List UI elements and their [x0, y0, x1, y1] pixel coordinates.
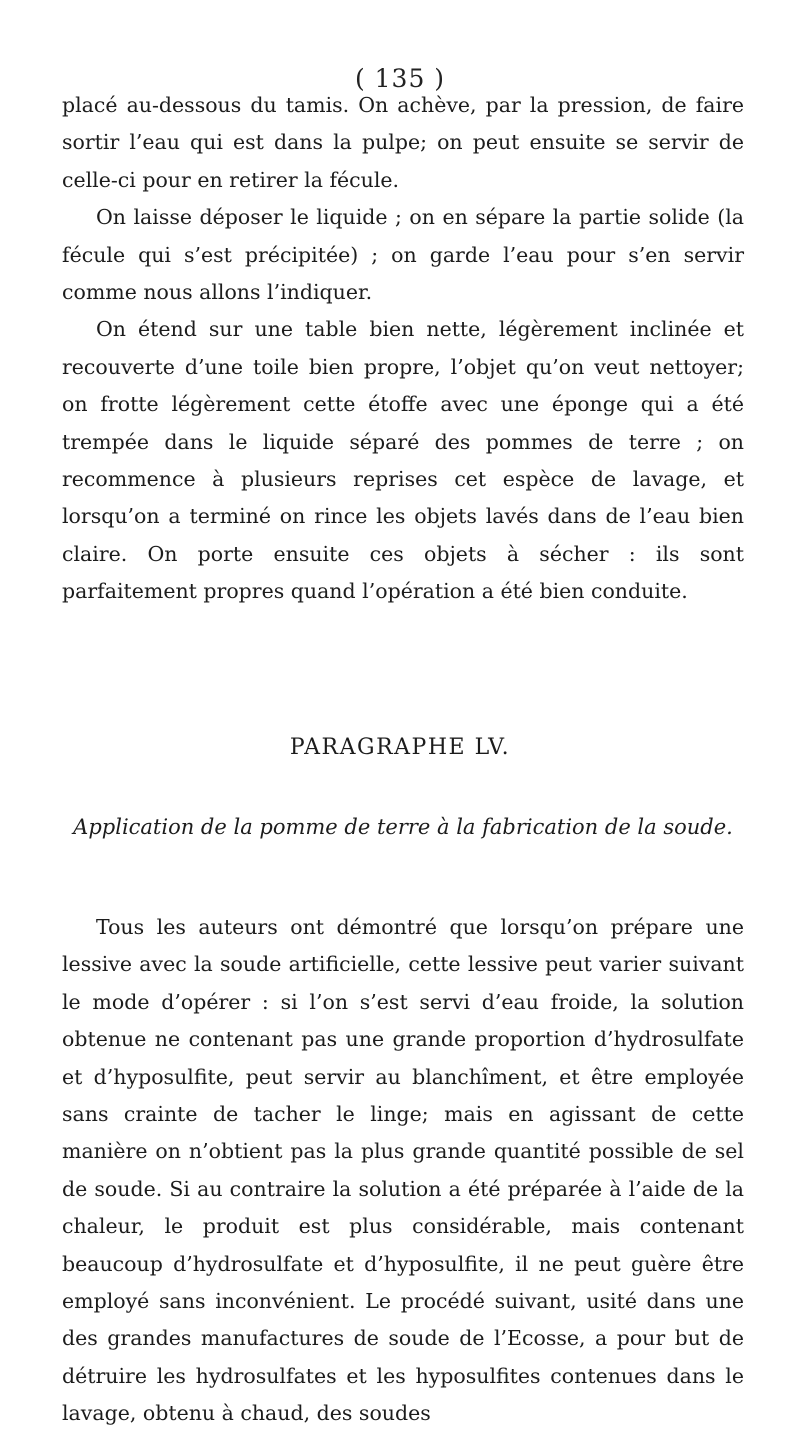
text-block-bottom	[62, 909, 744, 1433]
section-subtitle: Application de la pomme de terre à la fabrication de la soude.	[73, 815, 733, 839]
paragraph-continuation: placé au-dessous du tamis. On achève, par la pression, de faire sortir l’eau qui est dans la pulpe; on peut ensuite se servir de celle-ci pour en retirer la fécule.	[62, 93, 744, 192]
paragraph: Tous les auteurs ont démontré que lorsqu’on prépare une lessive avec la soude artificielle, cette lessive peut varier suivant le mode d’opérer : si l’on s’est servi d’eau froide, la solution obtenue ne contenant pas une grande proportion d’hydrosulfate et d’hyposulfite, peut servir au blanchîment, et être employée sans crainte de tacher le linge; mais en agissant de cette manière on n’obtient pas la plus grande quantité possible de sel de soude. Si au contraire la solution a été préparée à l’aide de la chaleur, le produit est plus considérable, mais contenant beaucoup d’hydrosulfate et d’hyposulfite, il ne peut guère être employé sans inconvénient. Le procédé suivant, usité dans une des grandes manufactures de soude de l’Ecosse, a pour but de détruire les hydrosulfates et les hyposulfites contenues dans le lavage, obtenu à chaud, des soudes	[62, 915, 744, 1426]
text-block-top	[62, 87, 744, 611]
paragraph: On étend sur une table bien nette, légèrement inclinée et recouverte d’une toile bien propre, l’objet qu’on veut nettoyer; on frotte légèrement cette étoffe avec une éponge qui a été trempée dans le liquide séparé des pommes de terre ; on recommence à plusieurs reprises cet espèce de lavage, et lorsqu’on a terminé on rince les objets lavés dans de l’eau bien claire. On porte ensuite ces objets à sécher : ils sont parfaitement propres quand l’opération a été bien conduite.	[62, 317, 744, 604]
paragraph: On laisse déposer le liquide ; on en sépare la partie solide (la fécule qui s’est précipitée) ; on garde l’eau pour s’en servir comme nous allons l’indiquer.	[62, 205, 744, 305]
section-heading: PARAGRAPHE LV.	[289, 735, 511, 760]
page-number: ( 135 )	[354, 64, 446, 93]
